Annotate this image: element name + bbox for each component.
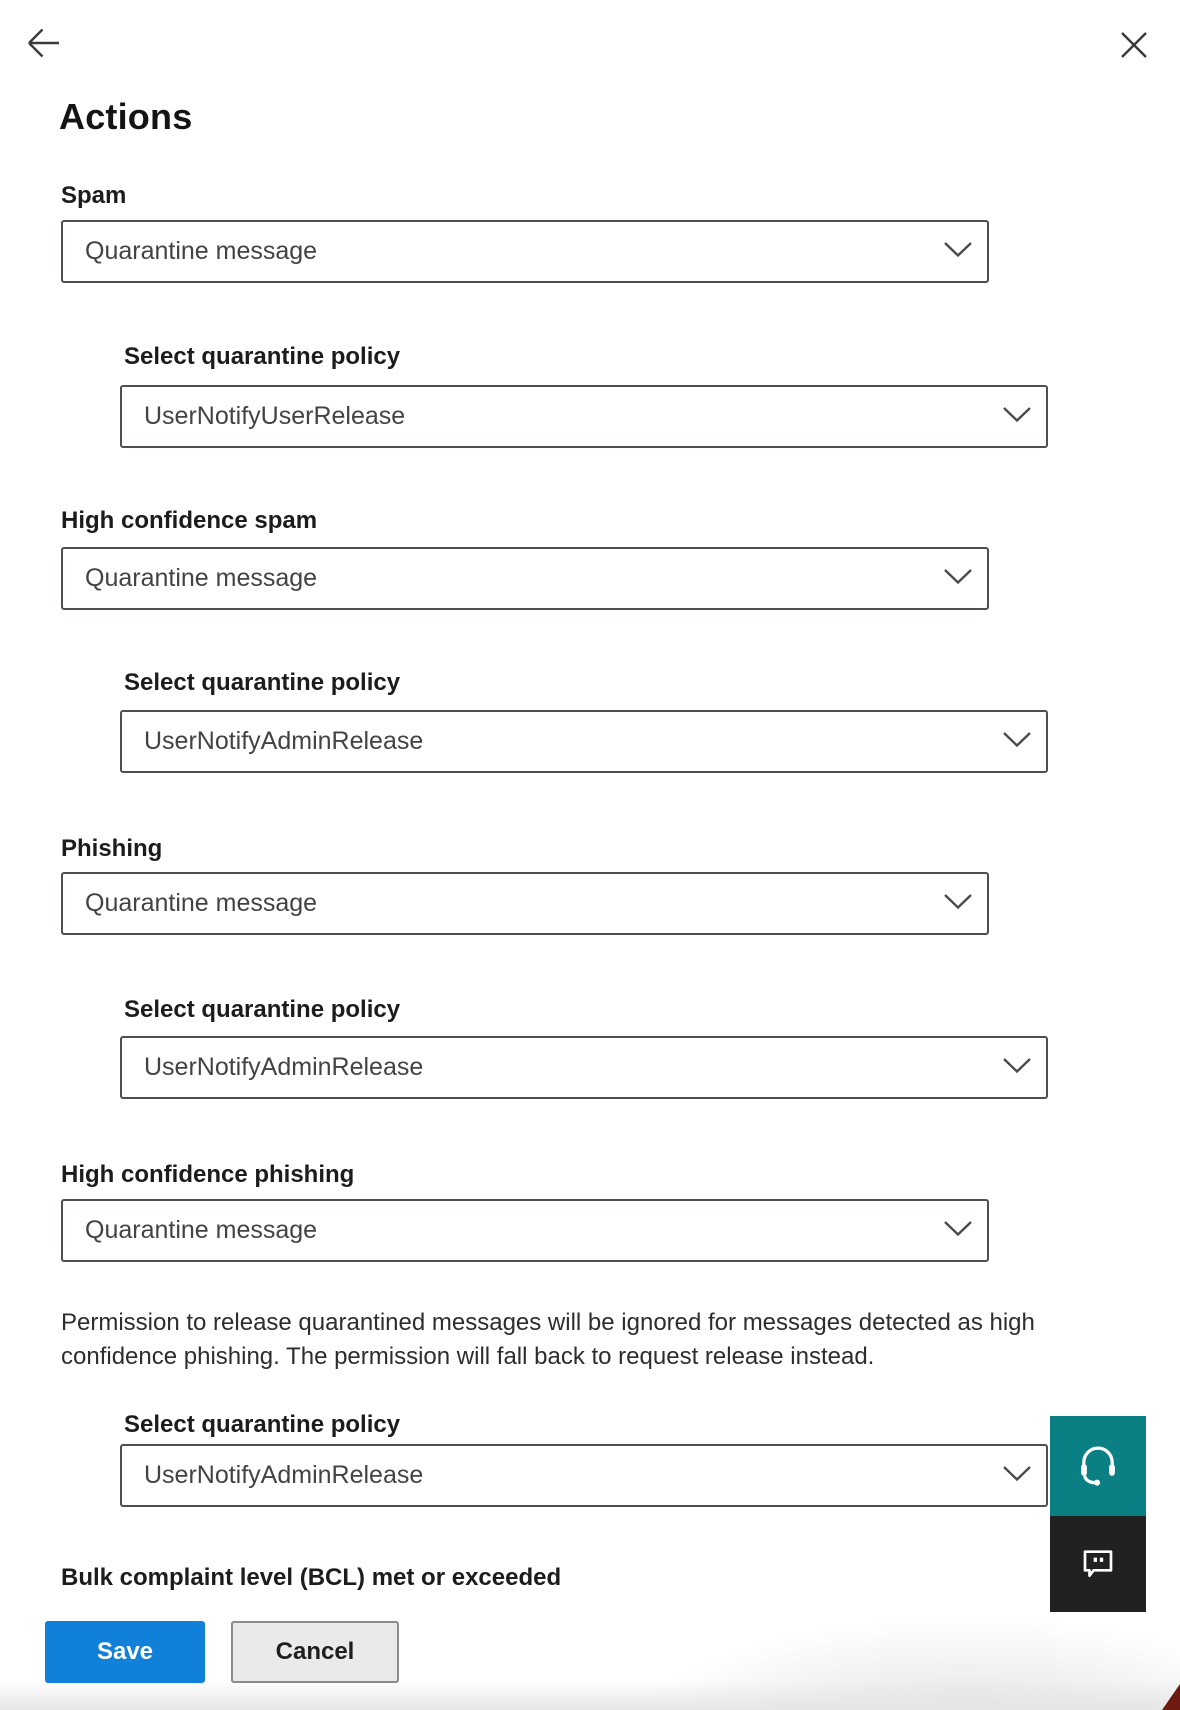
phishing-policy-select[interactable] <box>120 1036 1048 1099</box>
spam-action-value: Quarantine message <box>85 237 318 265</box>
chevron-down-icon <box>943 893 973 915</box>
high-confidence-phishing-action-select[interactable] <box>61 1199 989 1262</box>
close-icon <box>1119 48 1149 63</box>
section-label-phishing: Phishing <box>61 835 163 862</box>
phishing-action-value: Quarantine message <box>85 889 318 917</box>
chevron-down-icon <box>1002 1465 1032 1487</box>
spam-policy-label: Select quarantine policy <box>124 343 401 370</box>
high-confidence-phishing-policy-select[interactable] <box>120 1444 1048 1507</box>
feedback-widget-button[interactable] <box>1050 1516 1146 1612</box>
high-confidence-spam-action-value: Quarantine message <box>85 564 318 592</box>
section-label-high-confidence-spam: High confidence spam <box>61 507 318 534</box>
high-confidence-spam-policy-select[interactable] <box>120 710 1048 773</box>
save-button[interactable]: Save <box>45 1621 205 1683</box>
close-button[interactable] <box>1119 30 1149 60</box>
chevron-down-icon <box>943 568 973 590</box>
chevron-down-icon <box>1002 406 1032 428</box>
spam-policy-select[interactable] <box>120 385 1048 448</box>
headset-icon <box>1075 1442 1121 1491</box>
high-confidence-spam-policy-value: UserNotifyAdminRelease <box>144 727 424 755</box>
section-label-bulk-complaint-level: Bulk complaint level (BCL) met or exceeded <box>61 1564 562 1590</box>
chevron-down-icon <box>1002 731 1032 753</box>
high-confidence-phishing-policy-value: UserNotifyAdminRelease <box>144 1461 424 1489</box>
chevron-down-icon <box>1002 1057 1032 1079</box>
section-label-high-confidence-phishing: High confidence phishing <box>61 1161 355 1188</box>
chevron-down-icon <box>943 241 973 263</box>
phishing-policy-label: Select quarantine policy <box>124 996 401 1023</box>
high-confidence-phishing-policy-label: Select quarantine policy <box>124 1411 401 1438</box>
high-confidence-phishing-note: Permission to release quarantined messages will be ignored for messages detected as high confidence phishing. The permission will fall back to request release instead. <box>61 1309 1035 1370</box>
spam-policy-value: UserNotifyUserRelease <box>144 402 406 430</box>
chat-feedback-icon <box>1078 1543 1118 1586</box>
chevron-down-icon <box>943 1220 973 1242</box>
spam-action-select[interactable] <box>61 220 989 283</box>
high-confidence-spam-action-select[interactable] <box>61 547 989 610</box>
cancel-button[interactable]: Cancel <box>231 1621 399 1683</box>
phishing-policy-value: UserNotifyAdminRelease <box>144 1053 424 1081</box>
page-title: Actions <box>59 96 193 137</box>
support-widget-button[interactable] <box>1050 1416 1146 1516</box>
section-label-spam: Spam <box>61 182 127 209</box>
back-button[interactable] <box>24 26 62 60</box>
phishing-action-select[interactable] <box>61 872 989 935</box>
corner-artifact <box>1162 1684 1180 1710</box>
high-confidence-phishing-action-value: Quarantine message <box>85 1216 318 1244</box>
arrow-left-icon <box>24 48 62 63</box>
high-confidence-spam-policy-label: Select quarantine policy <box>124 669 401 696</box>
bottom-fade <box>0 1680 1180 1710</box>
